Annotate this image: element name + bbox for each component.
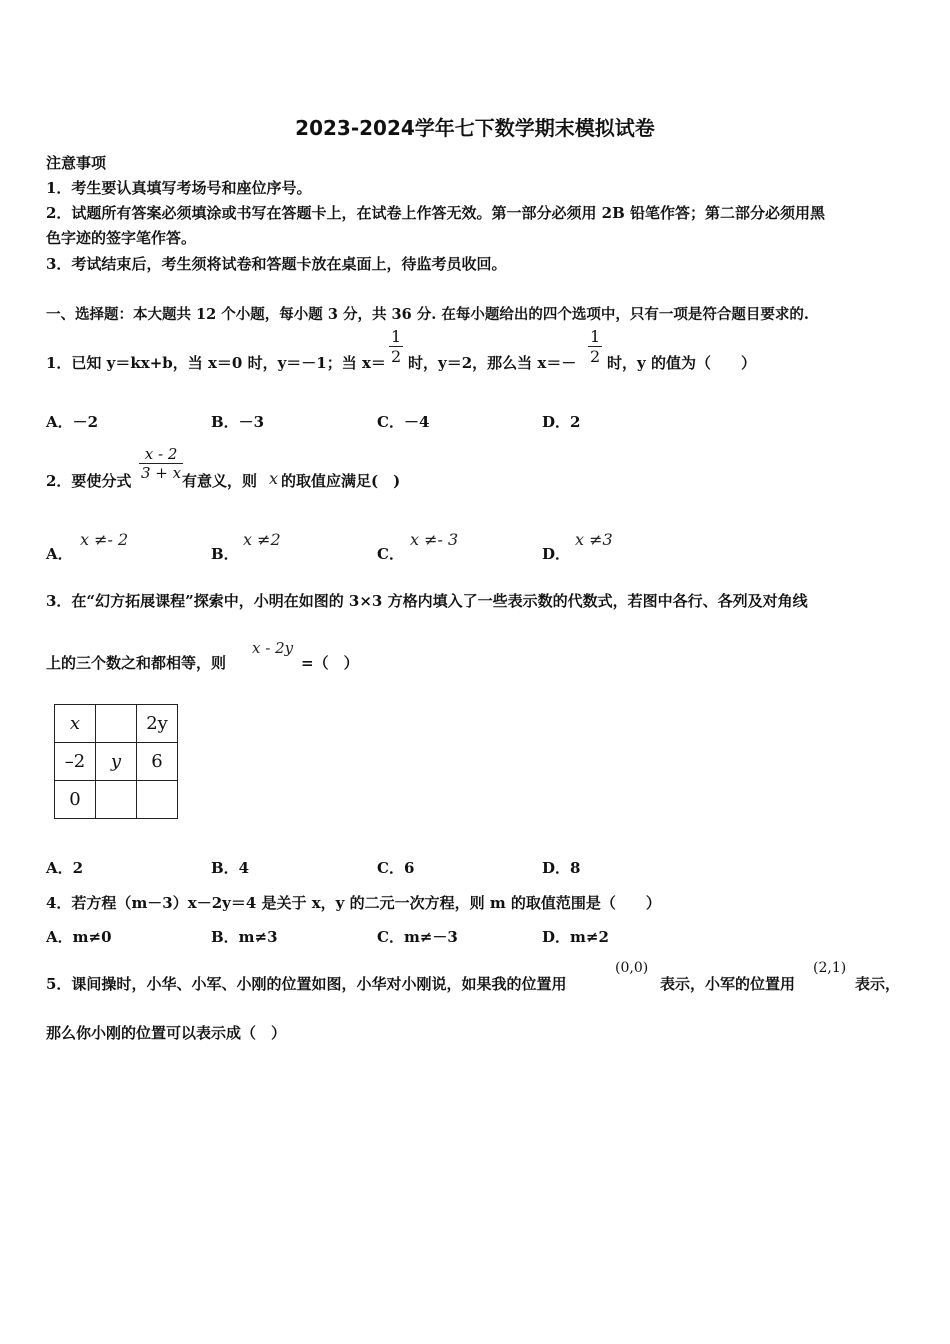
q1-text-part1: 1．已知 y＝kx+b，当 x＝0 时，y＝－1；当 x＝ bbox=[46, 354, 386, 372]
q1-frac2-den: 2 bbox=[590, 347, 601, 366]
q1-frac1-den: 2 bbox=[391, 347, 402, 366]
grid-cell: –2 bbox=[55, 743, 96, 781]
q3-option-a: A．2 bbox=[46, 859, 84, 877]
q1-frac2-num: 1 bbox=[590, 327, 601, 346]
q2-text-part2: 有意义，则 bbox=[182, 472, 258, 490]
q2-option-a-label: A． bbox=[46, 545, 73, 563]
section-heading: 一、选择题：本大题共 12 个小题，每小题 3 分，共 36 分. 在每小题给出的四个选项中，只有一项是符合题目要求的. bbox=[46, 306, 809, 323]
q1-option-a: A．－2 bbox=[46, 413, 99, 431]
q2-fraction bbox=[139, 445, 183, 482]
q3-text-line1: 3．在“幻方拓展课程”探索中，小明在如图的 3×3 方格内填入了一些表示数的代数式，若图中各行、各列及对角线 bbox=[46, 592, 808, 610]
notice-heading: 注意事项 bbox=[46, 154, 107, 172]
grid-cell bbox=[137, 781, 178, 819]
grid-cell-text: 2y bbox=[146, 713, 168, 734]
grid-cell: y bbox=[96, 743, 137, 781]
q4-option-c: C．m≠－3 bbox=[377, 928, 458, 946]
grid-cell bbox=[137, 705, 178, 743]
grid-row bbox=[55, 705, 178, 743]
page-title: 2023-2024学年七下数学期末模拟试卷 bbox=[295, 116, 655, 140]
q1-text-part2: 时，y＝2，那么当 x＝－ bbox=[408, 354, 577, 372]
q1-option-c: C．－4 bbox=[377, 413, 430, 431]
q2-option-d-expr: x ≠3 bbox=[575, 530, 613, 549]
q1-option-b: B．－3 bbox=[211, 413, 265, 431]
q1-text-part3: 时，y 的值为（ ） bbox=[607, 354, 756, 372]
q2-variable: x bbox=[269, 469, 279, 488]
q1-frac1-num: 1 bbox=[391, 327, 402, 346]
q3-option-d: D．8 bbox=[542, 859, 581, 877]
q4-option-a: A．m≠0 bbox=[46, 928, 112, 946]
notice-item: 1．考生要认真填写考场号和座位序号。 bbox=[46, 179, 312, 197]
magic-square-grid bbox=[54, 704, 178, 819]
q2-option-c-expr: x ≠- 3 bbox=[410, 530, 459, 549]
q2-option-a-expr: x ≠- 2 bbox=[80, 530, 129, 549]
q5-text-part1: 5．课间操时，小华、小军、小刚的位置如图，小华对小刚说，如果我的位置用 bbox=[46, 975, 567, 993]
q2-frac-num: x - 2 bbox=[144, 445, 178, 463]
notice-item: 2．试题所有答案必须填涂或书写在答题卡上，在试卷上作答无效。第一部分必须用 2B 铅笔作答；第二部分必须用黑 bbox=[46, 204, 826, 222]
q2-frac-den: 3 + x bbox=[141, 464, 182, 482]
grid-cell bbox=[96, 781, 137, 819]
grid-cell: 6 bbox=[137, 743, 178, 781]
q1-fraction-2 bbox=[588, 327, 602, 366]
q5-text-part3: 表示， bbox=[855, 975, 901, 993]
q5-text-line2: 那么你小刚的位置可以表示成（ ） bbox=[46, 1024, 287, 1042]
grid-cell: 0 bbox=[55, 781, 96, 819]
q3-text-line2-end: =（ ） bbox=[301, 654, 359, 672]
q4-option-d: D．m≠2 bbox=[542, 928, 609, 946]
q5-coordinate-2: (2,1) bbox=[813, 960, 847, 976]
q4-text: 4．若方程（m－3）x－2y＝4 是关于 x，y 的二元一次方程，则 m 的取值范围是（ ） bbox=[46, 894, 661, 912]
q2-text-part3: 的取值应满足( ) bbox=[281, 472, 401, 490]
q3-option-b: B．4 bbox=[211, 859, 250, 877]
q5-text-part2: 表示，小军的位置用 bbox=[660, 975, 796, 993]
grid-row bbox=[55, 743, 178, 781]
q1-fraction-1 bbox=[389, 327, 403, 366]
q3-expression: x - 2y bbox=[252, 639, 294, 657]
q2-option-b-expr: x ≠2 bbox=[243, 530, 281, 549]
q2-text-part1: 2．要使分式 bbox=[46, 472, 132, 490]
grid-row bbox=[55, 781, 178, 819]
grid-cell: x bbox=[55, 705, 96, 743]
q2-option-d-label: D． bbox=[542, 545, 571, 563]
q5-coordinate-1: (0,0) bbox=[615, 960, 649, 976]
notice-item: 色字迹的签字笔作答。 bbox=[46, 229, 197, 247]
q2-option-c-label: C． bbox=[377, 545, 404, 563]
grid-cell bbox=[96, 705, 137, 743]
q2-option-b-label: B． bbox=[211, 545, 239, 563]
q4-option-b: B．m≠3 bbox=[211, 928, 278, 946]
q1-option-d: D．2 bbox=[542, 413, 581, 431]
q3-option-c: C．6 bbox=[377, 859, 415, 877]
q3-text-line2: 上的三个数之和都相等，则 bbox=[46, 654, 227, 672]
notice-item: 3．考试结束后，考生须将试卷和答题卡放在桌面上，待监考员收回。 bbox=[46, 255, 507, 273]
